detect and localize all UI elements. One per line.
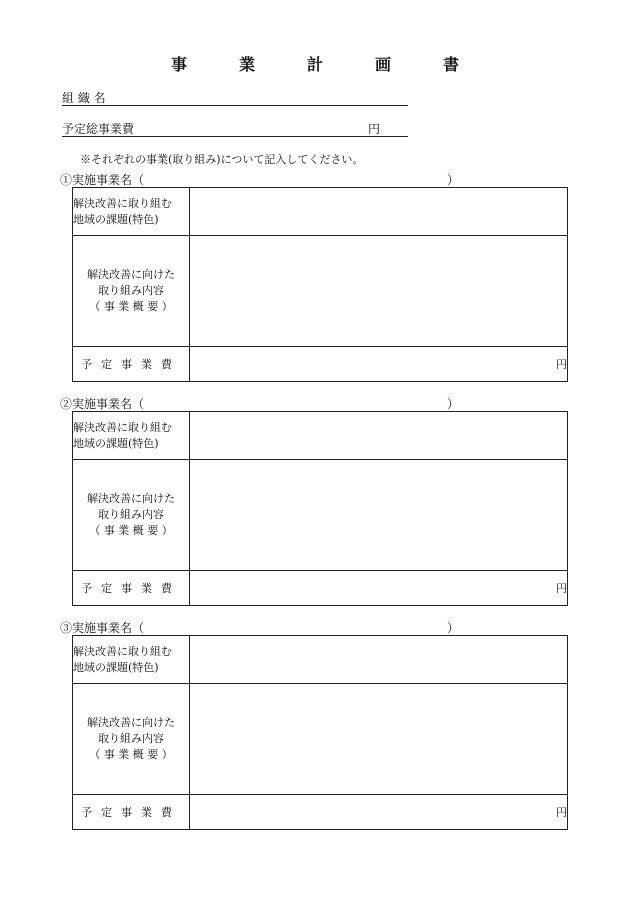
cost-unit: 円: [556, 358, 567, 371]
project-name-field[interactable]: [60, 619, 460, 636]
content-label-line: （ 事 業 概 要 ）: [89, 300, 173, 313]
project-name-field[interactable]: [60, 395, 460, 412]
content-input-cell[interactable]: [190, 460, 568, 571]
cost-input-cell[interactable]: [190, 347, 568, 382]
content-label-line: 解決改善に向けた: [87, 716, 175, 729]
cost-input-cell[interactable]: [190, 795, 568, 830]
content-label-line: 解決改善に向けた: [87, 492, 175, 505]
issue-label-line: 解決改善に取り組む: [73, 420, 172, 434]
content-label-line: （ 事 業 概 要 ）: [89, 524, 173, 537]
issue-label-line: 地域の課題(特色): [73, 660, 159, 674]
content-input-cell[interactable]: [190, 684, 568, 795]
project-name-field[interactable]: [60, 171, 460, 188]
issue-label-cell: [73, 636, 190, 684]
cost-label-cell: 予定事業費: [73, 347, 190, 382]
project-name-label: ③実施事業名（: [60, 621, 145, 635]
content-label-cell: [73, 684, 190, 795]
project-name-label: ②実施事業名（: [60, 397, 145, 411]
content-label-cell: [73, 460, 190, 571]
issue-input-cell[interactable]: [190, 412, 568, 460]
title-char: 業: [238, 55, 255, 74]
project-name-close: ）: [447, 173, 460, 187]
org-name-label: 組 織 名: [62, 91, 106, 105]
title-char: 事: [170, 55, 187, 74]
total-budget-field[interactable]: [62, 120, 408, 137]
title-char: 計: [306, 55, 323, 74]
project-name-label: ①実施事業名（: [60, 173, 145, 187]
issue-label-line: 地域の課題(特色): [73, 436, 159, 450]
total-budget-unit: 円: [368, 122, 381, 136]
page-title: [0, 52, 630, 75]
cost-unit: 円: [556, 582, 567, 595]
content-label-line: 取り組み内容: [98, 508, 164, 521]
content-label-line: 取り組み内容: [98, 732, 164, 745]
issue-label-cell: [73, 412, 190, 460]
content-input-cell[interactable]: [190, 236, 568, 347]
content-label-line: （ 事 業 概 要 ）: [89, 748, 173, 761]
cost-unit: 円: [556, 806, 567, 819]
title-char: 書: [443, 55, 460, 74]
instruction-note: ※それぞれの事業(取り組み)について記入してください。: [80, 153, 364, 166]
title-char: 画: [375, 55, 392, 74]
project-name-close: ）: [447, 397, 460, 411]
project-table: [72, 187, 568, 382]
content-label-cell: [73, 236, 190, 347]
issue-label-line: 地域の課題(特色): [73, 212, 159, 226]
content-label-line: 取り組み内容: [98, 284, 164, 297]
issue-input-cell[interactable]: [190, 188, 568, 236]
issue-label-line: 解決改善に取り組む: [73, 644, 172, 658]
project-table: [72, 411, 568, 606]
project-table: [72, 635, 568, 830]
total-budget-label: 予定総事業費: [62, 122, 135, 136]
content-label-line: 解決改善に向けた: [87, 268, 175, 281]
cost-label-cell: 予定事業費: [73, 571, 190, 606]
issue-input-cell[interactable]: [190, 636, 568, 684]
project-name-close: ）: [447, 621, 460, 635]
issue-label-line: 解決改善に取り組む: [73, 196, 172, 210]
org-name-field[interactable]: [62, 89, 408, 106]
cost-input-cell[interactable]: [190, 571, 568, 606]
issue-label-cell: [73, 188, 190, 236]
cost-label-cell: 予定事業費: [73, 795, 190, 830]
